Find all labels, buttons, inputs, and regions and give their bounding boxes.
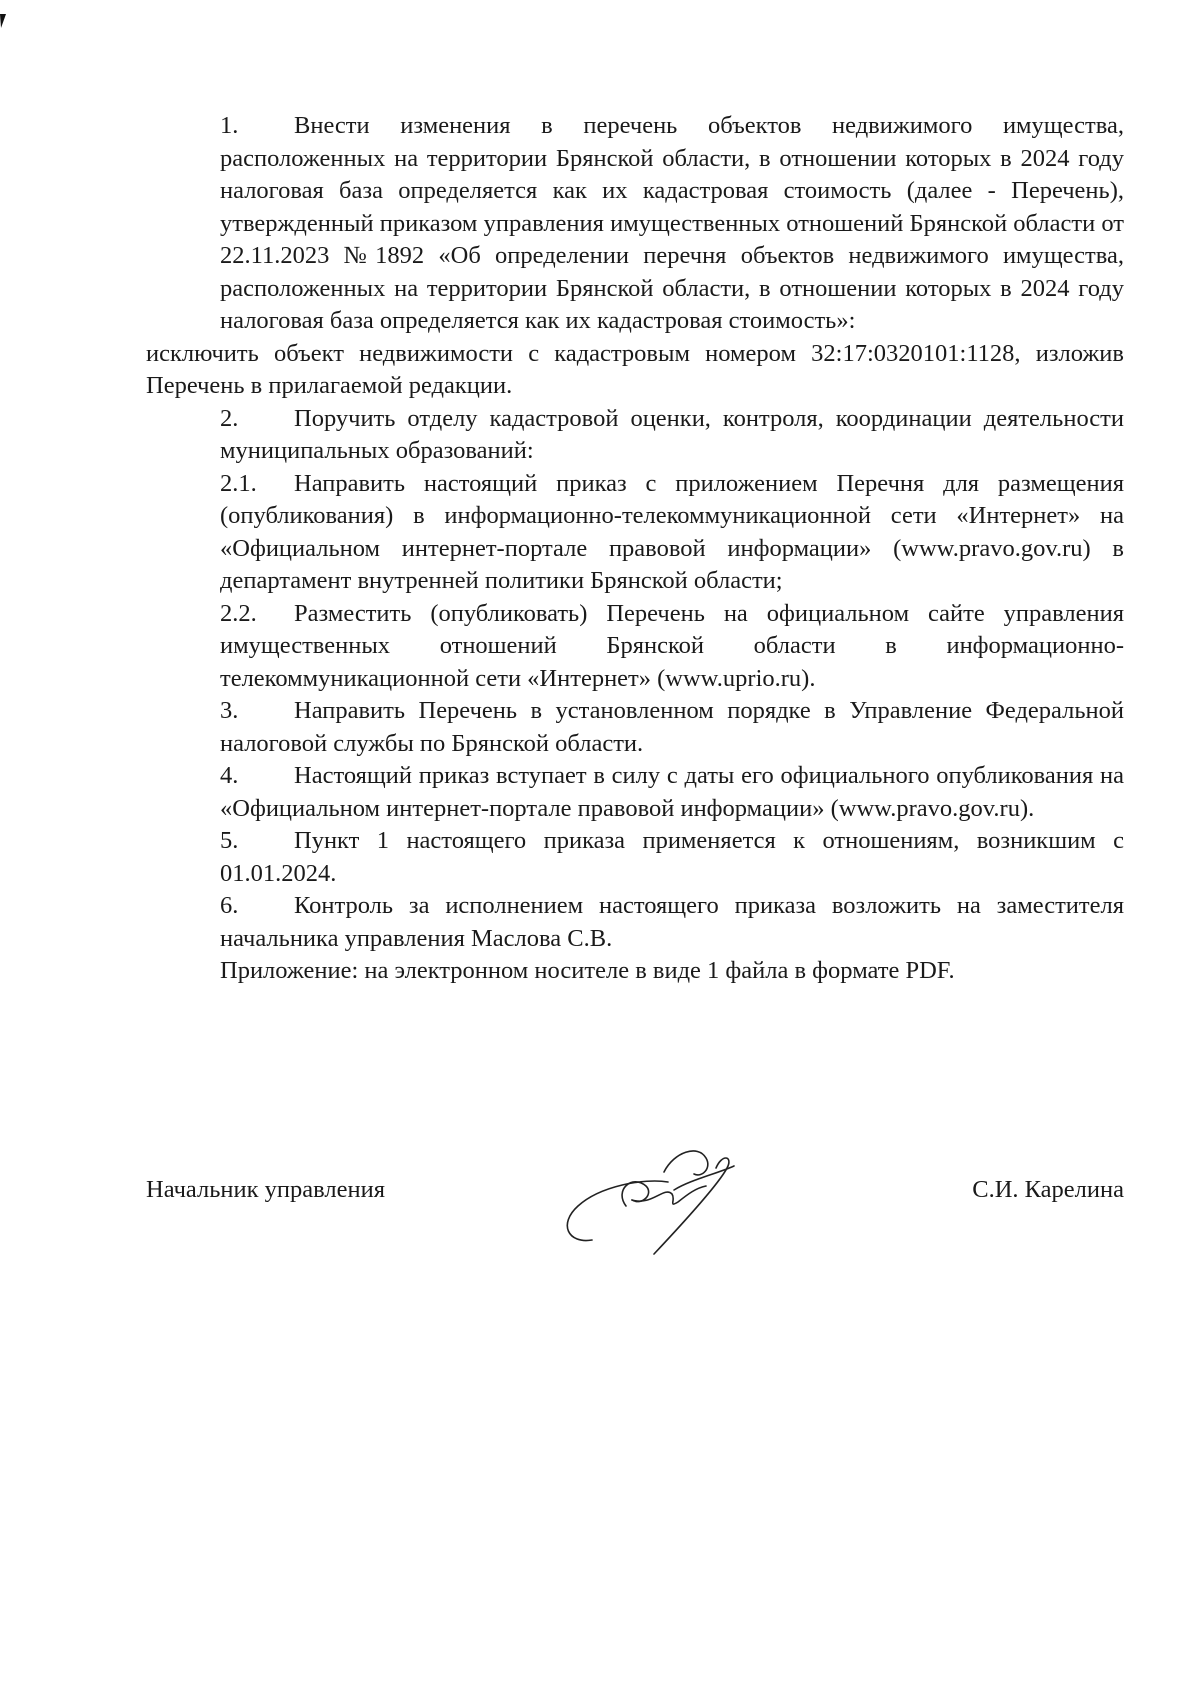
item-1-text: Внести изменения в перечень объектов недвижимого имущества, расположенных на территории Брянской области, в отношении которых в 2024 году налоговая база определяется как их кадастровая стоимость (далее - Перечень), утвержденный приказом управления имущественных отношений Брянской области от 22.11.2023 №1892 «Об определении перечня объектов недвижимого имущества, расположенных на территории Брянской области, в отношении которых в 2024 году налоговая база определяется как их кадастровая стоимость»: <box>220 112 1124 334</box>
signatory-name: С.И. Карелина <box>972 1176 1124 1203</box>
item-2-2 <box>146 598 1124 696</box>
item-2-1-number: 2.1. <box>220 469 257 497</box>
item-2-1-text: Направить настоящий приказ с приложением Перечня для размещения (опубликования) в информационно-телекоммуникационной сети «Интернет» на «Официальном интернет-портале правовой информации» (www.pravo.gov.ru) в департамент внутренней политики Брянской области; <box>220 469 1124 594</box>
item-4-number: 4. <box>220 762 239 789</box>
item-2-1 <box>146 468 1124 598</box>
item-2-2-number: 2.2. <box>220 599 257 627</box>
item-4-text: Настоящий приказ вступает в силу с даты его официального опубликования на «Официальном интернет-портале правовой информации» (www.pravo.gov.ru). <box>220 762 1124 822</box>
item-1 <box>146 110 1124 338</box>
item-3-text: Направить Перечень в установленном порядке в Управление Федеральной налоговой службы по Брянской области. <box>220 697 1124 757</box>
item-2-2-text: Разместить (опубликовать) Перечень на официальном сайте управления имущественных отношений Брянской области в информационно-телекоммуникационной сети «Интернет» (www.uprio.ru). <box>220 599 1124 692</box>
item-1-continuation <box>146 338 1124 403</box>
appendix-note: Приложение: на электронном носителе в виде 1 файла в формате PDF. <box>220 957 955 984</box>
scan-corner-mark <box>0 14 6 28</box>
signature-block <box>146 1168 1124 1248</box>
item-6 <box>146 890 1124 955</box>
item-2 <box>146 403 1124 468</box>
item-5-number: 5. <box>220 827 239 854</box>
handwritten-signature <box>556 1128 746 1267</box>
item-2-text: Поручить отделу кадастровой оценки, контроля, координации деятельности муниципальных образований: <box>220 404 1124 464</box>
signatory-position: Начальник управления <box>146 1176 385 1203</box>
item-3 <box>146 695 1124 760</box>
item-4 <box>146 760 1124 825</box>
item-6-number: 6. <box>220 892 239 919</box>
item-1-number: 1. <box>220 112 239 139</box>
document-body <box>146 110 1124 988</box>
item-1-continuation-text: исключить объект недвижимости с кадастровым номером 32:17:0320101:1128, изложив Перечень в прилагаемой редакции. <box>146 339 1124 399</box>
item-2-number: 2. <box>220 404 239 432</box>
item-3-number: 3. <box>220 697 239 724</box>
item-6-text: Контроль за исполнением настоящего приказа возложить на заместителя начальника управления Маслова С.В. <box>220 892 1124 952</box>
item-5-text: Пункт 1 настоящего приказа применяется к отношениям, возникшим с 01.01.2024. <box>220 827 1124 887</box>
item-5 <box>146 825 1124 890</box>
